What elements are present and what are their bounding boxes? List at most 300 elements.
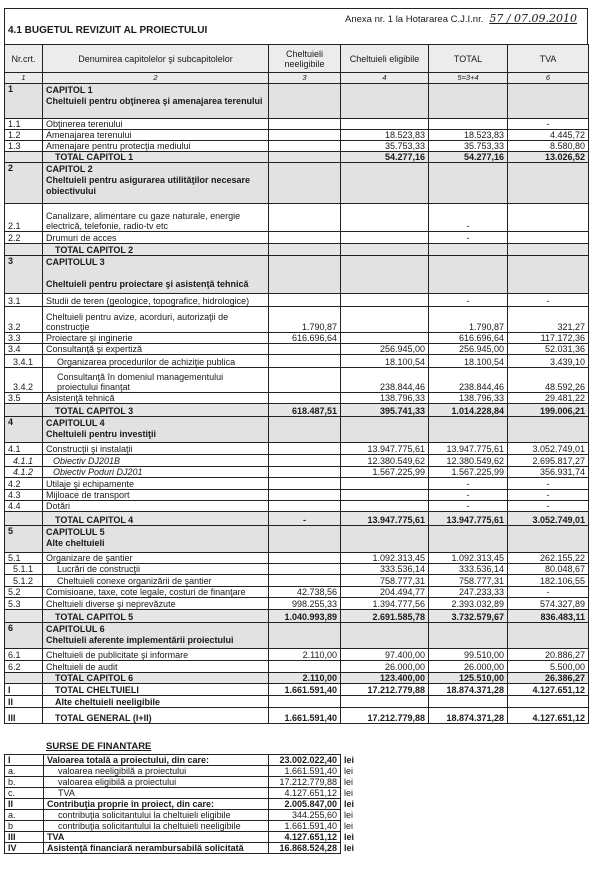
funding-value: 23.002.022,40: [269, 755, 341, 766]
chapter-total-row: [5, 404, 589, 417]
row-name: TOTAL CAPITOL 1: [43, 152, 269, 163]
row-number: 3.5: [5, 393, 43, 404]
row-number: 3: [5, 256, 43, 294]
row-number: 4.2: [5, 478, 43, 490]
funding-label: Valoarea totală a proiectului, din care:: [44, 755, 269, 766]
tva-value: [508, 623, 589, 649]
row-name: Studii de teren (geologice, topografice, hidrologice): [43, 294, 269, 307]
funding-source-row: [5, 799, 365, 810]
total-value: 238.844,46: [429, 368, 508, 393]
tva-value: -: [508, 490, 589, 501]
tva-value: 48.592,26: [508, 368, 589, 393]
tva-value: [508, 204, 589, 232]
funding-value: 2.005.847,00: [269, 799, 341, 810]
table-row: [5, 355, 589, 368]
row-name: Comisioane, taxe, cote legale, costuri de finanţare: [43, 587, 269, 598]
row-number: 1.1: [5, 119, 43, 130]
cheltuieli-neeligibile: 1.790,87: [269, 307, 341, 333]
row-number: 4.1.2: [5, 467, 43, 478]
cheltuieli-eligibile: [341, 696, 429, 708]
tva-value: 29.481,22: [508, 393, 589, 404]
total-value: 54.277,16: [429, 152, 508, 163]
cheltuieli-eligibile: 17.212.779,88: [341, 684, 429, 696]
table-row: [5, 344, 589, 355]
row-name: CAPITOLUL 3 Cheltuieli pentru proiectare şi asistenţă tehnică: [43, 256, 269, 294]
total-value: [429, 417, 508, 443]
row-name: Amenajare pentru protecţia mediului: [43, 141, 269, 152]
row-number: 5.1: [5, 553, 43, 564]
tva-value: -: [508, 478, 589, 490]
row-number: [5, 610, 43, 623]
tva-value: 13.026,52: [508, 152, 589, 163]
cheltuieli-eligibile: 1.394.777,56: [341, 598, 429, 610]
row-name: Asistenţă tehnică: [43, 393, 269, 404]
cheltuieli-eligibile: [341, 623, 429, 649]
table-row: [5, 130, 589, 141]
tva-value: 4.445,72: [508, 130, 589, 141]
row-name: Organizarea procedurilor de achiziţie publica: [43, 355, 269, 368]
cheltuieli-eligibile: [341, 244, 429, 256]
total-value: 12.380.549,62: [429, 455, 508, 467]
table-row: [5, 455, 589, 467]
cheltuieli-neeligibile: [269, 526, 341, 553]
total-value: [429, 163, 508, 204]
cheltuieli-eligibile: 17.212.779,88: [341, 708, 429, 724]
table-row: [5, 204, 589, 232]
total-value: 333.536,14: [429, 564, 508, 575]
chapter-total-row: [5, 244, 589, 256]
table-row: [5, 307, 589, 333]
table-row: [5, 478, 589, 490]
tva-value: 20.886,27: [508, 649, 589, 661]
total-value: 18.874.371,28: [429, 708, 508, 724]
row-number: 6: [5, 623, 43, 649]
cheltuieli-neeligibile: 618.487,51: [269, 404, 341, 417]
cheltuieli-eligibile: 18.100,54: [341, 355, 429, 368]
table-row: [5, 393, 589, 404]
row-name: CAPITOL 1 Cheltuieli pentru obţinerea şi amenajarea terenului: [43, 84, 269, 119]
total-value: [429, 623, 508, 649]
col-header-tva: TVA: [508, 45, 589, 73]
chapter-row: [5, 84, 589, 119]
funding-label: valoarea eligibilă a proiectului: [44, 777, 269, 788]
cheltuieli-eligibile: [341, 119, 429, 130]
column-header-row: [5, 45, 589, 73]
total-value: 13.947.775,61: [429, 512, 508, 526]
row-number: 4.3: [5, 490, 43, 501]
col-header-nr: Nr.crt.: [5, 45, 43, 73]
cheltuieli-neeligibile: [269, 623, 341, 649]
row-name: Alte cheltuieli neeligibile: [43, 696, 269, 708]
total-value: -: [429, 490, 508, 501]
total-value: 758.777,31: [429, 575, 508, 587]
cheltuieli-neeligibile: [269, 294, 341, 307]
cheltuieli-neeligibile: [269, 163, 341, 204]
cheltuieli-neeligibile: [269, 575, 341, 587]
cheltuieli-neeligibile: [269, 344, 341, 355]
row-name: Consultanţă şi expertiză: [43, 344, 269, 355]
funding-code: b: [5, 821, 44, 832]
row-name: TOTAL CAPITOL 3: [43, 404, 269, 417]
sources-title: SURSE DE FINANTARE: [46, 741, 152, 752]
tva-value: 2.695.817,27: [508, 455, 589, 467]
cheltuieli-neeligibile: [269, 232, 341, 244]
total-value: [429, 244, 508, 256]
row-number: [5, 404, 43, 417]
funding-code: I: [5, 755, 44, 766]
cheltuieli-neeligibile: [269, 141, 341, 152]
cheltuieli-neeligibile: 2.110,00: [269, 673, 341, 684]
row-number: II: [5, 696, 43, 708]
table-row: [5, 119, 589, 130]
funding-value: 16.868.524,28: [269, 843, 341, 854]
row-name: Obiectiv DJ201B: [43, 455, 269, 467]
total-value: -: [429, 294, 508, 307]
total-value: -: [429, 232, 508, 244]
total-value: [429, 119, 508, 130]
total-value: 18.523,83: [429, 130, 508, 141]
table-row: [5, 490, 589, 501]
funding-label: Asistenţă financiară nerambursabilă solicitată: [44, 843, 269, 854]
row-name: CAPITOL 2 Cheltuieli pentru asigurarea utilităţilor necesare obiectivului: [43, 163, 269, 204]
cheltuieli-eligibile: 395.741,33: [341, 404, 429, 417]
tva-value: 321,27: [508, 307, 589, 333]
total-value: [429, 526, 508, 553]
tva-value: 3.052.749,01: [508, 443, 589, 455]
currency-unit: lei: [341, 821, 365, 832]
funding-value: 1.661.591,40: [269, 766, 341, 777]
table-row: [5, 368, 589, 393]
tva-value: [508, 526, 589, 553]
total-value: 616.696,64: [429, 333, 508, 344]
tva-value: [508, 417, 589, 443]
row-name: Lucrări de construcţii: [43, 564, 269, 575]
row-number: 3.3: [5, 333, 43, 344]
total-value: 1.092.313,45: [429, 553, 508, 564]
funding-source-row: [5, 821, 365, 832]
cheltuieli-eligibile: 26.000,00: [341, 661, 429, 673]
row-number: 2.2: [5, 232, 43, 244]
table-row: [5, 661, 589, 673]
row-name: Canalizare, alimentare cu gaze naturale, energie electrică, telefonie, radio-tv etc: [43, 204, 269, 232]
total-value: -: [429, 204, 508, 232]
row-number: 5.2: [5, 587, 43, 598]
tva-value: [508, 84, 589, 119]
table-row: [5, 333, 589, 344]
chapter-row: [5, 526, 589, 553]
funding-value: 4.127.651,12: [269, 788, 341, 799]
budget-table: [4, 44, 589, 724]
cheltuieli-eligibile: 12.380.549,62: [341, 455, 429, 467]
funding-code: b.: [5, 777, 44, 788]
funding-value: 344.255,60: [269, 810, 341, 821]
currency-unit: lei: [341, 832, 365, 843]
total-value: 99.510,00: [429, 649, 508, 661]
tva-value: 80.048,67: [508, 564, 589, 575]
col-index: 4: [341, 73, 429, 84]
col-index: 3: [269, 73, 341, 84]
tva-value: [508, 232, 589, 244]
row-name: Proiectare şi inginerie: [43, 333, 269, 344]
tva-value: -: [508, 587, 589, 598]
chapter-row: [5, 417, 589, 443]
cheltuieli-neeligibile: [269, 84, 341, 119]
total-value: 1.567.225,99: [429, 467, 508, 478]
total-value: 256.945,00: [429, 344, 508, 355]
tva-value: 26.386,27: [508, 673, 589, 684]
chapter-row: [5, 256, 589, 294]
funding-source-row: [5, 755, 365, 766]
cheltuieli-eligibile: 54.277,16: [341, 152, 429, 163]
row-number: 5.3: [5, 598, 43, 610]
grand-total-row: [5, 684, 589, 696]
row-name: Organizare de şantier: [43, 553, 269, 564]
tva-value: -: [508, 294, 589, 307]
tva-value: [508, 244, 589, 256]
currency-unit: lei: [341, 799, 365, 810]
cheltuieli-neeligibile: [269, 355, 341, 368]
funding-code: IV: [5, 843, 44, 854]
sources-body: [5, 755, 365, 854]
currency-unit: lei: [341, 766, 365, 777]
cheltuieli-neeligibile: 2.110,00: [269, 649, 341, 661]
row-number: I: [5, 684, 43, 696]
row-name: CAPITOLUL 4 Cheltuieli pentru investiţii: [43, 417, 269, 443]
grand-total-row: [5, 696, 589, 708]
row-number: III: [5, 708, 43, 724]
tva-value: 4.127.651,12: [508, 684, 589, 696]
cheltuieli-neeligibile: [269, 204, 341, 232]
funding-source-row: [5, 843, 365, 854]
total-value: [429, 696, 508, 708]
annex-reference: [345, 12, 577, 25]
tva-value: 574.327,89: [508, 598, 589, 610]
total-value: 18.100,54: [429, 355, 508, 368]
row-number: 1: [5, 84, 43, 119]
budget-body: [5, 84, 589, 724]
total-value: 2.393.032,89: [429, 598, 508, 610]
table-row: [5, 564, 589, 575]
row-name: TOTAL CAPITOL 2: [43, 244, 269, 256]
row-name: TOTAL CAPITOL 6: [43, 673, 269, 684]
col-index: 5=3+4: [429, 73, 508, 84]
col-header-total: TOTAL: [429, 45, 508, 73]
cheltuieli-neeligibile: [269, 256, 341, 294]
cheltuieli-neeligibile: [269, 244, 341, 256]
total-value: 1.014.228,84: [429, 404, 508, 417]
cheltuieli-eligibile: 123.400,00: [341, 673, 429, 684]
chapter-total-row: [5, 673, 589, 684]
chapter-row: [5, 163, 589, 204]
cheltuieli-eligibile: [341, 204, 429, 232]
cheltuieli-eligibile: 1.092.313,45: [341, 553, 429, 564]
row-number: 4.1.1: [5, 455, 43, 467]
col-header-neeligibile: Cheltuieli neeligibile: [269, 45, 341, 73]
table-row: [5, 587, 589, 598]
tva-value: -: [508, 119, 589, 130]
currency-unit: lei: [341, 788, 365, 799]
cheltuieli-neeligibile: [269, 393, 341, 404]
cheltuieli-neeligibile: [269, 564, 341, 575]
cheltuieli-eligibile: [341, 478, 429, 490]
row-number: [5, 152, 43, 163]
cheltuieli-eligibile: 204.494,77: [341, 587, 429, 598]
row-name: Obiectiv Poduri DJ201: [43, 467, 269, 478]
cheltuieli-neeligibile: 1.661.591,40: [269, 684, 341, 696]
currency-unit: lei: [341, 755, 365, 766]
row-name: Cheltuieli conexe organizării de şantier: [43, 575, 269, 587]
row-number: 6.2: [5, 661, 43, 673]
chapter-total-row: [5, 152, 589, 163]
currency-unit: lei: [341, 843, 365, 854]
cheltuieli-eligibile: 238.844,46: [341, 368, 429, 393]
table-row: [5, 598, 589, 610]
total-value: 13.947.775,61: [429, 443, 508, 455]
funding-code: a.: [5, 766, 44, 777]
funding-source-row: [5, 832, 365, 843]
funding-code: III: [5, 832, 44, 843]
table-row: [5, 443, 589, 455]
funding-code: c.: [5, 788, 44, 799]
cheltuieli-neeligibile: -: [269, 512, 341, 526]
row-number: 3.4: [5, 344, 43, 355]
tva-value: 262.155,22: [508, 553, 589, 564]
tva-value: 5.500,00: [508, 661, 589, 673]
chapter-total-row: [5, 610, 589, 623]
funding-value: 17.212.779,88: [269, 777, 341, 788]
total-value: 18.874.371,28: [429, 684, 508, 696]
cheltuieli-eligibile: [341, 417, 429, 443]
row-number: 2: [5, 163, 43, 204]
funding-value: 1.661.591,40: [269, 821, 341, 832]
row-number: [5, 244, 43, 256]
cheltuieli-neeligibile: [269, 130, 341, 141]
table-row: [5, 294, 589, 307]
funding-source-row: [5, 810, 365, 821]
cheltuieli-eligibile: 13.947.775,61: [341, 512, 429, 526]
cheltuieli-eligibile: 97.400,00: [341, 649, 429, 661]
funding-label: TVA: [44, 832, 269, 843]
table-row: [5, 141, 589, 152]
total-value: 125.510,00: [429, 673, 508, 684]
row-name: TOTAL GENERAL (I+II): [43, 708, 269, 724]
tva-value: 4.127.651,12: [508, 708, 589, 724]
funding-code: II: [5, 799, 44, 810]
row-name: TOTAL CHELTUIELI: [43, 684, 269, 696]
cheltuieli-neeligibile: [269, 368, 341, 393]
currency-unit: lei: [341, 810, 365, 821]
cheltuieli-neeligibile: [269, 553, 341, 564]
row-number: 1.3: [5, 141, 43, 152]
cheltuieli-eligibile: [341, 526, 429, 553]
row-number: 6.1: [5, 649, 43, 661]
row-number: 1.2: [5, 130, 43, 141]
tva-value: -: [508, 501, 589, 512]
table-row: [5, 649, 589, 661]
row-number: 3.4.2: [5, 368, 43, 393]
cheltuieli-eligibile: 333.536,14: [341, 564, 429, 575]
cheltuieli-eligibile: [341, 307, 429, 333]
cheltuieli-neeligibile: [269, 501, 341, 512]
table-row: [5, 467, 589, 478]
total-value: [429, 84, 508, 119]
row-name: Cheltuieli diverse şi neprevăzute: [43, 598, 269, 610]
row-name: Cheltuieli pentru avize, acorduri, autorizaţii de construcţie: [43, 307, 269, 333]
funding-value: 4.127.651,12: [269, 832, 341, 843]
cheltuieli-neeligibile: [269, 443, 341, 455]
total-value: 1.790,87: [429, 307, 508, 333]
cheltuieli-neeligibile: 998.255,33: [269, 598, 341, 610]
tva-value: 117.172,36: [508, 333, 589, 344]
col-index: 2: [43, 73, 269, 84]
column-index-row: [5, 73, 589, 84]
funding-label: Contribuţia proprie în proiect, din care:: [44, 799, 269, 810]
row-name: Consultanţă în domeniul managementului proiectului finanţat: [43, 368, 269, 393]
currency-unit: lei: [341, 777, 365, 788]
row-name: Amenajarea terenului: [43, 130, 269, 141]
cheltuieli-eligibile: [341, 163, 429, 204]
total-value: 35.753,33: [429, 141, 508, 152]
row-number: 4.4: [5, 501, 43, 512]
total-value: -: [429, 478, 508, 490]
row-number: 5.1.1: [5, 564, 43, 575]
row-name: Dotări: [43, 501, 269, 512]
row-number: 4.1: [5, 443, 43, 455]
chapter-total-row: [5, 512, 589, 526]
cheltuieli-eligibile: [341, 490, 429, 501]
cheltuieli-eligibile: [341, 256, 429, 294]
tva-value: [508, 163, 589, 204]
tva-value: 3.439,10: [508, 355, 589, 368]
row-name: Obţinerea terenului: [43, 119, 269, 130]
row-number: 3.2: [5, 307, 43, 333]
tva-value: 182.106,55: [508, 575, 589, 587]
row-name: CAPITOLUL 5 Alte cheltuieli: [43, 526, 269, 553]
row-name: Cheltuieli de publicitate şi informare: [43, 649, 269, 661]
table-row: [5, 232, 589, 244]
cheltuieli-eligibile: 1.567.225,99: [341, 467, 429, 478]
cheltuieli-neeligibile: 1.040.993,89: [269, 610, 341, 623]
funding-label: contribuţia solicitantului la cheltuieli neeligibile: [44, 821, 269, 832]
funding-source-row: [5, 766, 365, 777]
cheltuieli-neeligibile: [269, 696, 341, 708]
row-number: [5, 512, 43, 526]
row-name: TOTAL CAPITOL 5: [43, 610, 269, 623]
row-number: 2.1: [5, 204, 43, 232]
cheltuieli-neeligibile: [269, 152, 341, 163]
annex-number: 57 / 07.09.2010: [489, 12, 578, 25]
cheltuieli-eligibile: 18.523,83: [341, 130, 429, 141]
total-value: 138.796,33: [429, 393, 508, 404]
cheltuieli-eligibile: 35.753,33: [341, 141, 429, 152]
page-title: 4.1 BUGETUL REVIZUIT AL PROIECTULUI: [8, 25, 208, 36]
cheltuieli-eligibile: [341, 84, 429, 119]
row-number: 5.1.2: [5, 575, 43, 587]
cheltuieli-neeligibile: [269, 417, 341, 443]
funding-source-row: [5, 788, 365, 799]
row-number: 4: [5, 417, 43, 443]
cheltuieli-eligibile: 256.945,00: [341, 344, 429, 355]
cheltuieli-eligibile: 2.691.585,78: [341, 610, 429, 623]
cheltuieli-neeligibile: [269, 478, 341, 490]
tva-value: [508, 256, 589, 294]
row-name: Utilaje şi echipamente: [43, 478, 269, 490]
table-row: [5, 553, 589, 564]
col-header-name: Denumirea capitolelor şi subcapitolelor: [43, 45, 269, 73]
funding-label: TVA: [44, 788, 269, 799]
cheltuieli-neeligibile: [269, 455, 341, 467]
cheltuieli-neeligibile: [269, 661, 341, 673]
